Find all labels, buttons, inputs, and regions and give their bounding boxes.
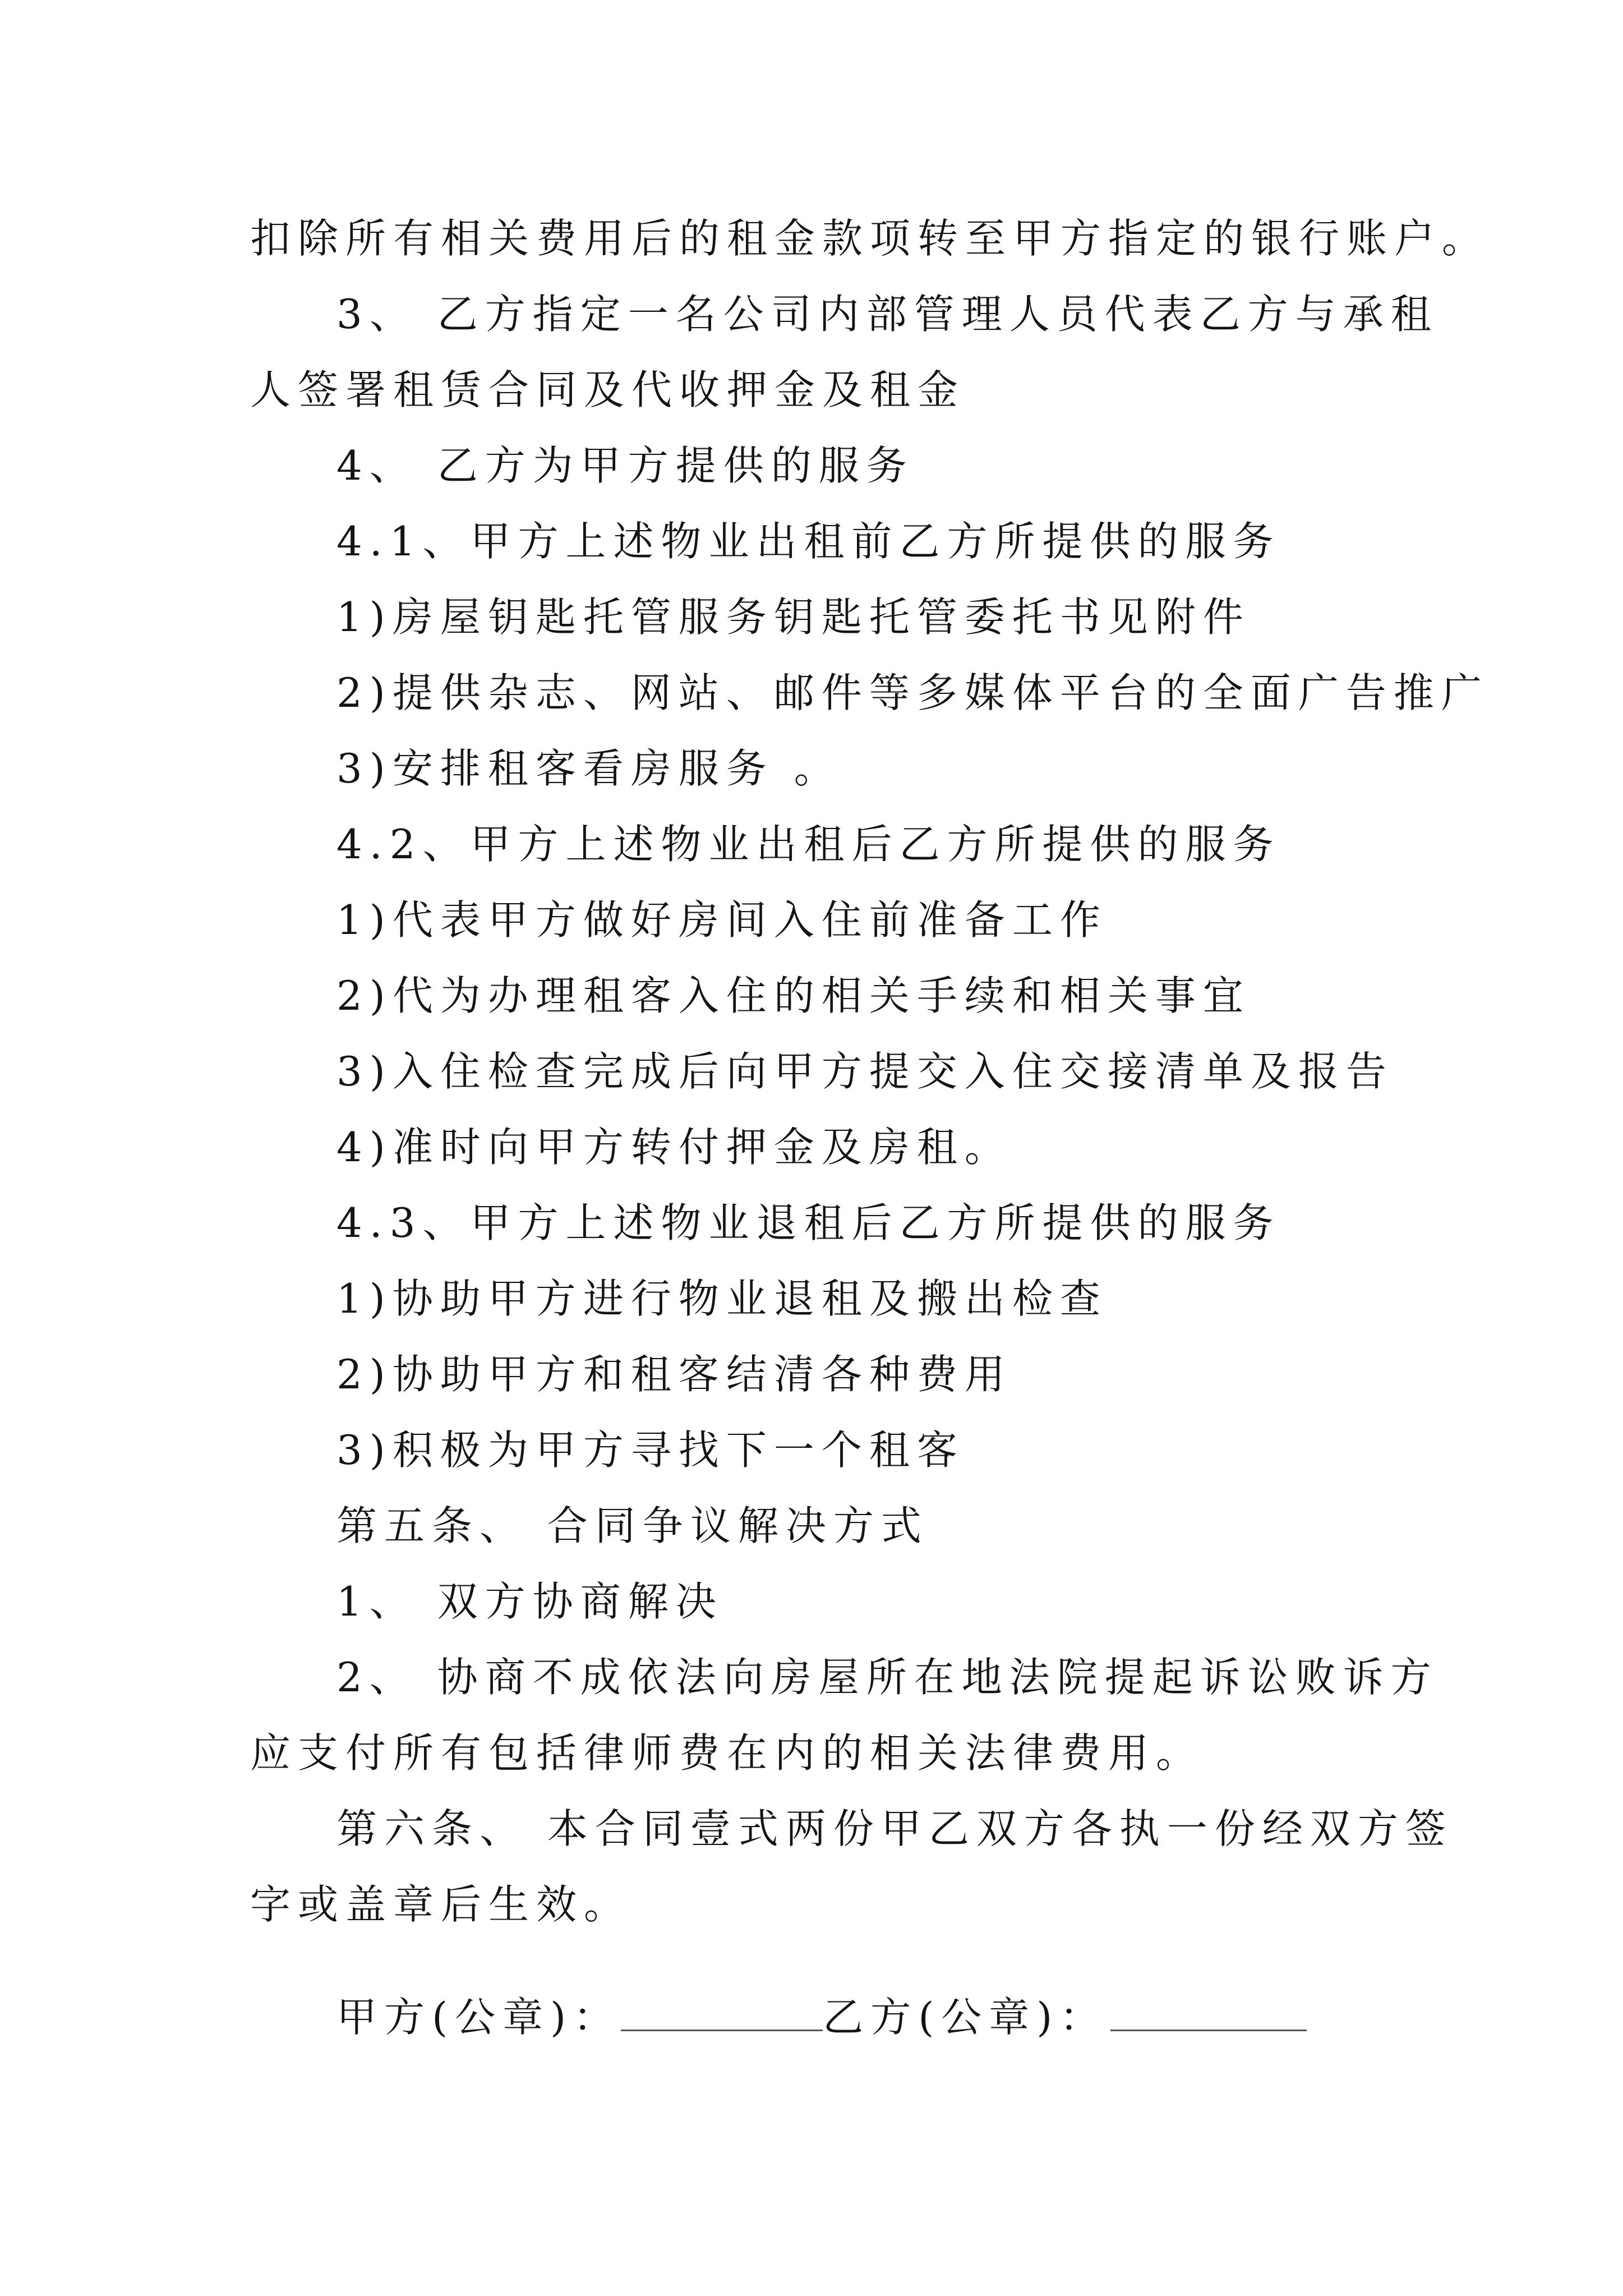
paragraph-line: 人签署租赁合同及代收押金及租金 [250,366,966,413]
paragraph-line: 4.3、甲方上述物业退租后乙方所提供的服务 [336,1199,1281,1246]
paragraph-line: 扣除所有相关费用后的租金款项转至甲方指定的银行账户。 [250,215,1490,262]
party-a-signature-blank [621,1990,823,2031]
paragraph-line: 1)房屋钥匙托管服务钥匙托管委托书见附件 [336,593,1251,641]
paragraph-line: 2、 协商不成依法向房屋所在地法院提起诉讼败诉方 [336,1654,1438,1701]
paragraph-line: 4.1、甲方上述物业出租前乙方所提供的服务 [336,518,1281,565]
party-b-label: 乙方(公章)： [823,1994,1108,2041]
paragraph-line: 2)代为办理租客入住的相关手续和相关事宜 [336,972,1251,1019]
paragraph-line: 2)协助甲方和租客结清各种费用 [336,1351,1012,1398]
section-heading: 第六条、 本合同壹式两份甲乙双方各执一份经双方签 [336,1805,1453,1852]
paragraph-line: 4)准时向甲方转付押金及房租。 [336,1124,1012,1171]
paragraph-line: 4.2、甲方上述物业出租后乙方所提供的服务 [336,821,1281,868]
paragraph-line: 3)积极为甲方寻找下一个租客 [336,1427,965,1474]
paragraph-line: 4、 乙方为甲方提供的服务 [336,442,914,489]
paragraph-line: 3)安排租客看房服务 。 [336,745,842,792]
signature-line [336,1990,1307,2042]
party-a-label: 甲方(公章)： [336,1994,621,2041]
paragraph-line: 字或盖章后生效。 [250,1881,632,1928]
paragraph-line: 应支付所有包括律师费在内的相关法律费用。 [250,1729,1204,1777]
paragraph-line: 2)提供杂志、网站、邮件等多媒体平台的全面广告推广 [336,669,1489,716]
paragraph-line: 1)协助甲方进行物业退租及搬出检查 [336,1275,1108,1322]
party-b-signature-blank [1110,1990,1307,2031]
paragraph-line: 1、 双方协商解决 [336,1578,723,1625]
paragraph-line: 1)代表甲方做好房间入住前准备工作 [336,896,1108,944]
section-heading: 第五条、 合同争议解决方式 [336,1502,929,1549]
paragraph-line: 3、 乙方指定一名公司内部管理人员代表乙方与承租 [336,291,1438,338]
paragraph-line: 3)入住检查完成后向甲方提交入住交接清单及报告 [336,1048,1394,1095]
